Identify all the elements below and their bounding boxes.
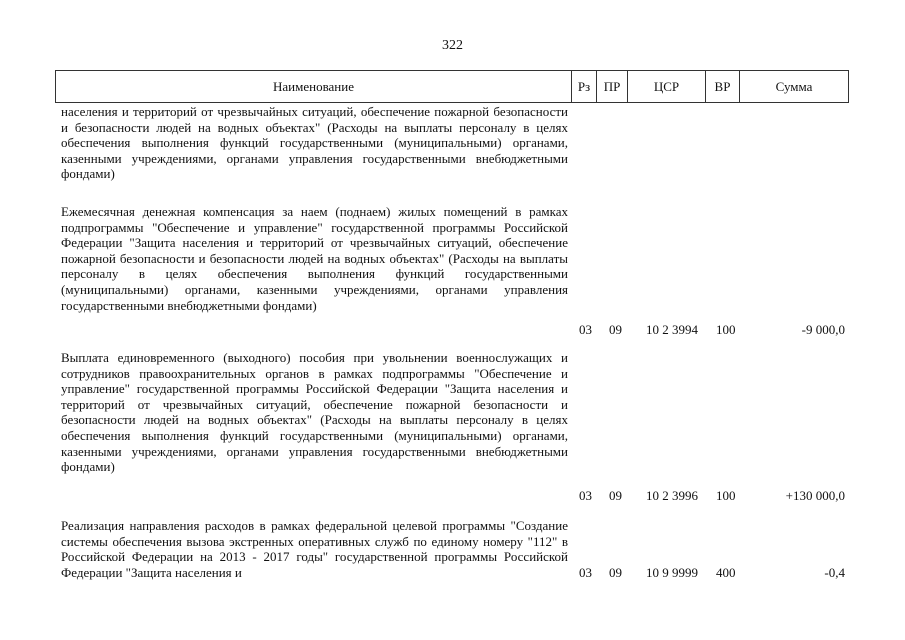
row-csr: 10 2 3996 bbox=[646, 488, 698, 503]
header-pr: ПР bbox=[596, 71, 627, 102]
row-pr: 09 bbox=[609, 565, 622, 580]
row-description: населения и территорий от чрезвычайных ситуаций, обеспечение пожарной безопасности и безопасности людей на водных объектах" (Расходы на выплаты персоналу в целях обеспечения выполнения функций государственными (муниципальными) органами, казенными учреждениями, органами управления государственными внебюджетными фондами) bbox=[61, 104, 568, 182]
header-sum: Сумма bbox=[739, 71, 848, 102]
row-vr: 400 bbox=[716, 565, 736, 580]
row-csr: 10 2 3994 bbox=[646, 322, 698, 337]
page-number: 322 bbox=[442, 38, 463, 53]
row-description: Реализация направления расходов в рамках федеральной целевой программы "Создание системы обеспечения вызова экстренных оперативных служб по единому номеру "112" в Российской Федерации на 2013 - 2017 годы" государственной программы Российской Федерации "Защита населения и bbox=[61, 518, 568, 580]
row-pr: 09 bbox=[609, 322, 622, 337]
row-sum: +130 000,0 bbox=[785, 488, 845, 503]
row-rz: 03 bbox=[579, 488, 592, 503]
row-rz: 03 bbox=[579, 322, 592, 337]
row-vr: 100 bbox=[716, 488, 736, 503]
header-rz: Рз bbox=[571, 71, 596, 102]
header-name: Наименование bbox=[273, 78, 354, 94]
row-sum: -0,4 bbox=[824, 565, 845, 580]
header-csr: ЦСР bbox=[627, 71, 705, 102]
row-description: Ежемесячная денежная компенсация за наем (поднаем) жилых помещений в рамках подпрограммы "Обеспечение и управление" государственной программы Российской Федерации "Защита населения и территорий от чрезвычайных ситуаций, обеспечение пожарной безопасности и безопасности людей на водных объектах" (Расходы на выплаты персоналу в целях обеспечения выполнения функций государственными (муниципальными) органами, казенными учреждениями, органами управления государственными внебюджетными фондами) bbox=[61, 204, 568, 313]
table-header bbox=[55, 70, 849, 103]
row-rz: 03 bbox=[579, 565, 592, 580]
row-csr: 10 9 9999 bbox=[646, 565, 698, 580]
row-description: Выплата единовременного (выходного) пособия при увольнении военнослужащих и сотрудников правоохранительных органов в рамках подпрограммы "Обеспечение и управление" государственной программы Российской Федерации "Защита населения и территорий от чрезвычайных ситуаций, обеспечение пожарной безопасности и безопасности людей на водных объектах" (Расходы на выплаты персоналу в целях обеспечения выполнения функций государственными (муниципальными) органами, казенными учреждениями, органами управления государственными внебюджетными фондами) bbox=[61, 350, 568, 475]
header-vr: ВР bbox=[705, 71, 739, 102]
row-vr: 100 bbox=[716, 322, 736, 337]
row-sum: -9 000,0 bbox=[801, 322, 845, 337]
row-pr: 09 bbox=[609, 488, 622, 503]
